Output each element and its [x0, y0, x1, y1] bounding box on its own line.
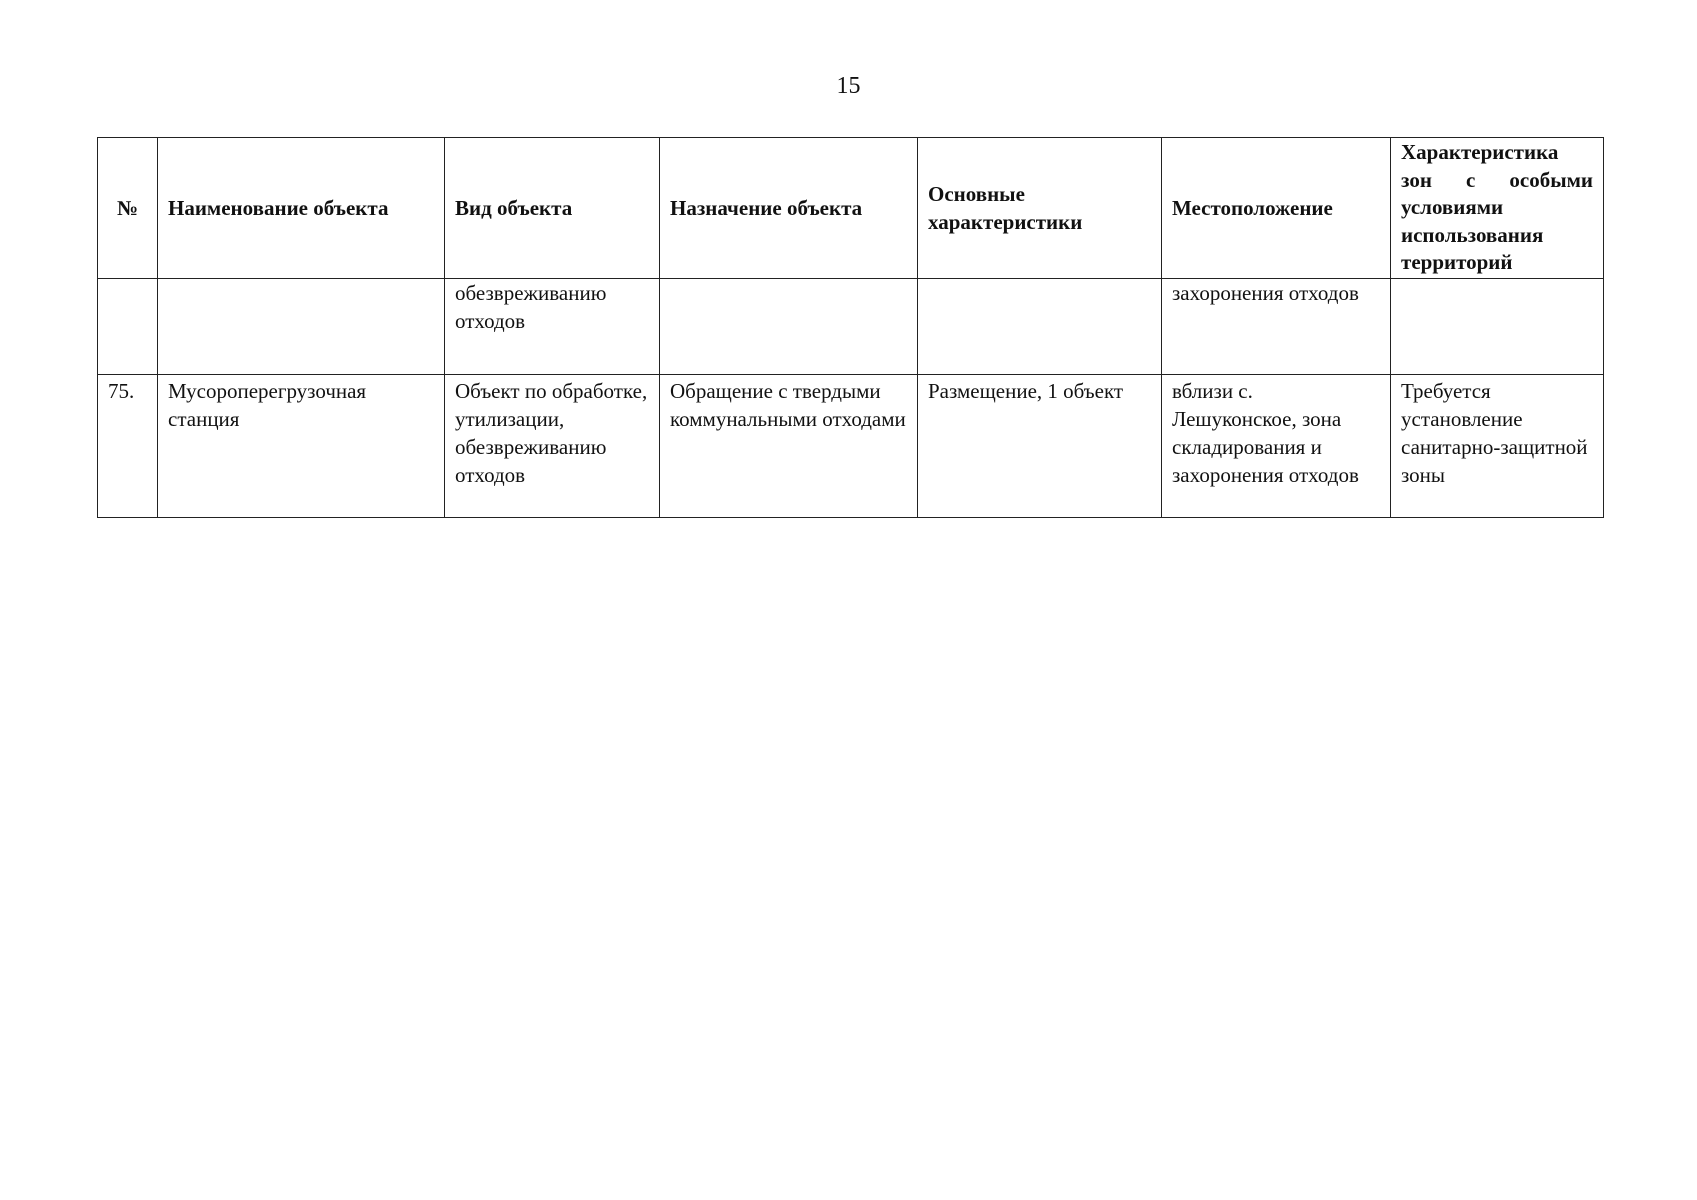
header-location: Местоположение [1162, 138, 1391, 279]
cell-characteristics [918, 279, 1162, 375]
table-header-row [98, 138, 1604, 279]
cell-kind: обезвреживанию отходов [445, 279, 660, 375]
table-row-continuation [98, 279, 1604, 375]
cell-name [158, 279, 445, 375]
cell-zones [1391, 279, 1604, 375]
cell-num: 75. [98, 375, 158, 518]
cell-location: захоронения отходов [1162, 279, 1391, 375]
header-zones: Характеристика зон с особыми условиями использования территорий [1391, 138, 1604, 279]
cell-name: Мусороперегрузочная станция [158, 375, 445, 518]
header-purpose: Назначение объекта [660, 138, 918, 279]
cell-characteristics: Размещение, 1 объект [918, 375, 1162, 518]
header-num: № [98, 138, 158, 279]
header-kind: Вид объекта [445, 138, 660, 279]
cell-purpose: Обращение с твердыми коммунальными отходами [660, 375, 918, 518]
cell-kind: Объект по обработке, утилизации, обезвреживанию отходов [445, 375, 660, 518]
header-characteristics: Основные характеристики [918, 138, 1162, 279]
objects-table [97, 137, 1604, 518]
cell-num [98, 279, 158, 375]
table-row [98, 375, 1604, 518]
header-name: Наименование объекта [158, 138, 445, 279]
cell-location: вблизи с. Лешуконское, зона складирования и захоронения отходов [1162, 375, 1391, 518]
page-number: 15 [836, 73, 861, 99]
cell-zones: Требуется установление санитарно-защитной зоны [1391, 375, 1604, 518]
cell-purpose [660, 279, 918, 375]
